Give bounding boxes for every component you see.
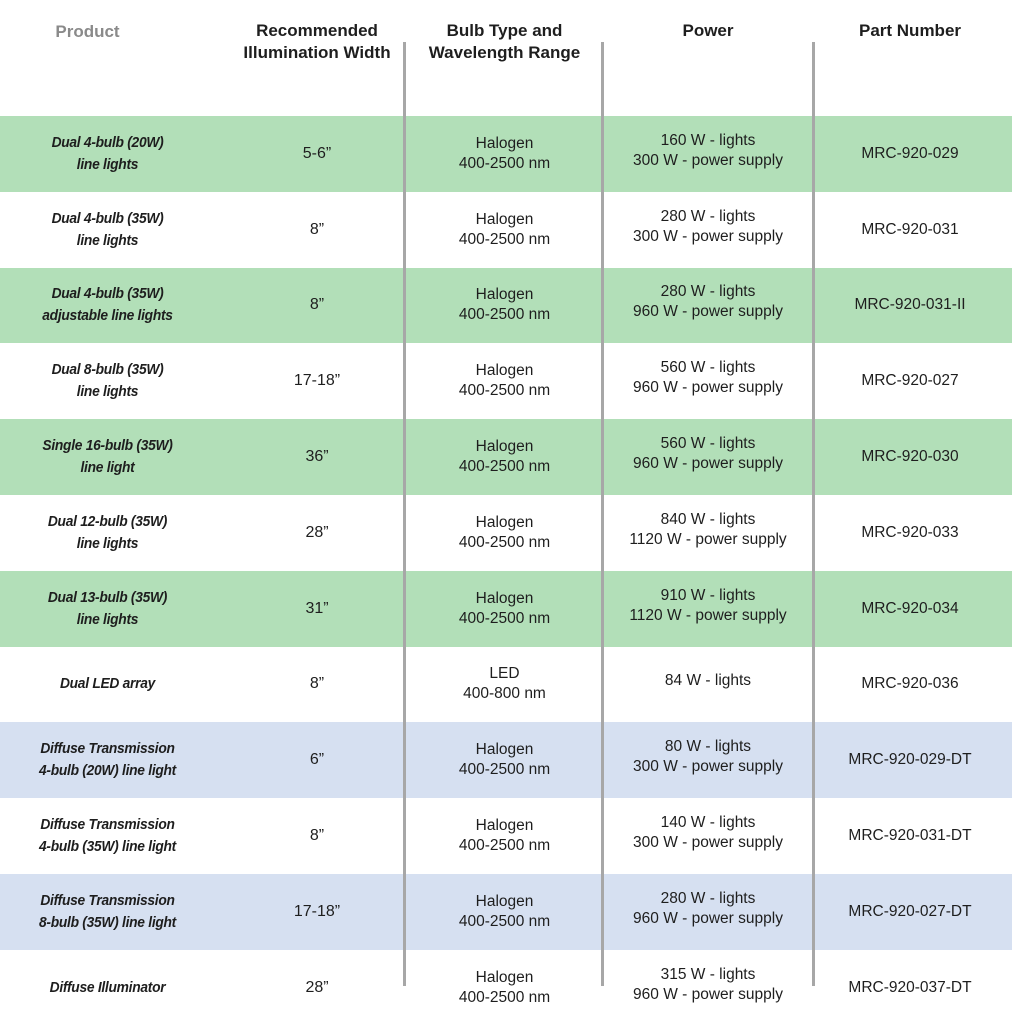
bulb-type: Halogen 400-2500 nm <box>458 741 551 779</box>
header-bulb-type: Bulb Type and Wavelength Range <box>428 21 581 62</box>
table-row <box>0 950 1012 1024</box>
table-header <box>0 0 1015 116</box>
power-value: 910 W - lights 1120 W - power supply <box>629 586 787 624</box>
illumination-width: 8” <box>309 675 325 693</box>
illumination-width: 28” <box>305 978 329 996</box>
bulb-type: LED 400-800 nm <box>463 665 546 703</box>
column-divider <box>403 42 406 986</box>
bulb-type: Halogen 400-2500 nm <box>458 210 551 248</box>
bulb-type: Halogen 400-2500 nm <box>458 968 551 1006</box>
part-number: MRC-920-034 <box>861 599 959 617</box>
power-value: 160 W - lights 300 W - power supply <box>633 131 783 169</box>
illumination-width: 8” <box>309 827 325 845</box>
illumination-width: 5-6” <box>302 144 332 162</box>
illumination-width: 6” <box>309 751 325 769</box>
power-value: 80 W - lights 300 W - power supply <box>633 738 783 776</box>
bulb-type: Halogen 400-2500 nm <box>458 892 551 930</box>
product-name: Dual 12-bulb (35W) line lights <box>47 512 168 552</box>
part-number: MRC-920-027-DT <box>848 902 972 920</box>
part-number: MRC-920-027 <box>861 372 959 390</box>
part-number: MRC-920-029-DT <box>848 751 972 769</box>
column-divider <box>601 42 604 986</box>
illumination-width: 31” <box>305 599 329 617</box>
table-row <box>0 571 1012 647</box>
power-value: 560 W - lights 960 W - power supply <box>633 435 783 473</box>
illumination-width: 17-18” <box>293 372 341 390</box>
part-number: MRC-920-031-DT <box>848 827 972 845</box>
table-row <box>0 722 1012 798</box>
product-name: Dual 4-bulb (20W) line lights <box>51 133 164 173</box>
power-value: 280 W - lights 960 W - power supply <box>633 283 783 321</box>
bulb-type: Halogen 400-2500 nm <box>458 589 551 627</box>
illumination-width: 36” <box>305 448 329 466</box>
table-row <box>0 192 1012 268</box>
product-name: Dual 4-bulb (35W) line lights <box>51 209 164 249</box>
table-row <box>0 798 1012 874</box>
table-row <box>0 647 1012 723</box>
part-number: MRC-920-030 <box>861 448 959 466</box>
table-row <box>0 874 1012 950</box>
power-value: 280 W - lights 300 W - power supply <box>633 207 783 245</box>
part-number: MRC-920-036 <box>861 675 959 693</box>
header-power: Power <box>682 21 734 40</box>
bulb-type: Halogen 400-2500 nm <box>458 513 551 551</box>
product-name: Diffuse Transmission 8-bulb (35W) line light <box>38 891 177 931</box>
table-row <box>0 495 1012 571</box>
power-value: 280 W - lights 960 W - power supply <box>633 889 783 927</box>
part-number: MRC-920-029 <box>861 144 959 162</box>
table-body <box>0 116 1012 1024</box>
header-illumination-width: Recommended Illumination Width <box>243 21 391 62</box>
part-number: MRC-920-031-II <box>854 296 966 314</box>
table-row <box>0 419 1012 495</box>
power-value: 84 W - lights <box>664 672 752 690</box>
power-value: 315 W - lights 960 W - power supply <box>633 965 783 1003</box>
table-row <box>0 268 1012 344</box>
header-part-number: Part Number <box>858 21 962 40</box>
part-number: MRC-920-033 <box>861 523 959 541</box>
illumination-width: 17-18” <box>293 902 341 920</box>
bulb-type: Halogen 400-2500 nm <box>458 286 551 324</box>
bulb-type: Halogen 400-2500 nm <box>458 438 551 476</box>
illumination-width: 28” <box>305 523 329 541</box>
bulb-type: Halogen 400-2500 nm <box>458 817 551 855</box>
table-row <box>0 116 1012 192</box>
column-divider <box>812 42 815 986</box>
product-name: Dual 8-bulb (35W) line lights <box>51 361 164 401</box>
product-name: Diffuse Transmission 4-bulb (20W) line light <box>38 740 177 780</box>
illumination-width: 8” <box>309 296 325 314</box>
bulb-type: Halogen 400-2500 nm <box>458 134 551 172</box>
table-row <box>0 343 1012 419</box>
part-number: MRC-920-037-DT <box>848 978 972 996</box>
product-name: Single 16-bulb (35W) line light <box>42 437 173 477</box>
product-name: Diffuse Illuminator <box>49 978 166 996</box>
header-product: Product <box>55 22 120 41</box>
power-value: 840 W - lights 1120 W - power supply <box>629 510 787 548</box>
part-number: MRC-920-031 <box>861 220 959 238</box>
product-name: Dual 13-bulb (35W) line lights <box>47 588 168 628</box>
product-name: Dual 4-bulb (35W) adjustable line lights <box>42 285 173 325</box>
bulb-type: Halogen 400-2500 nm <box>458 362 551 400</box>
product-name: Dual LED array <box>59 675 156 693</box>
illumination-width: 8” <box>309 220 325 238</box>
product-name: Diffuse Transmission 4-bulb (35W) line light <box>38 816 177 856</box>
power-value: 140 W - lights 300 W - power supply <box>633 814 783 852</box>
power-value: 560 W - lights 960 W - power supply <box>633 359 783 397</box>
